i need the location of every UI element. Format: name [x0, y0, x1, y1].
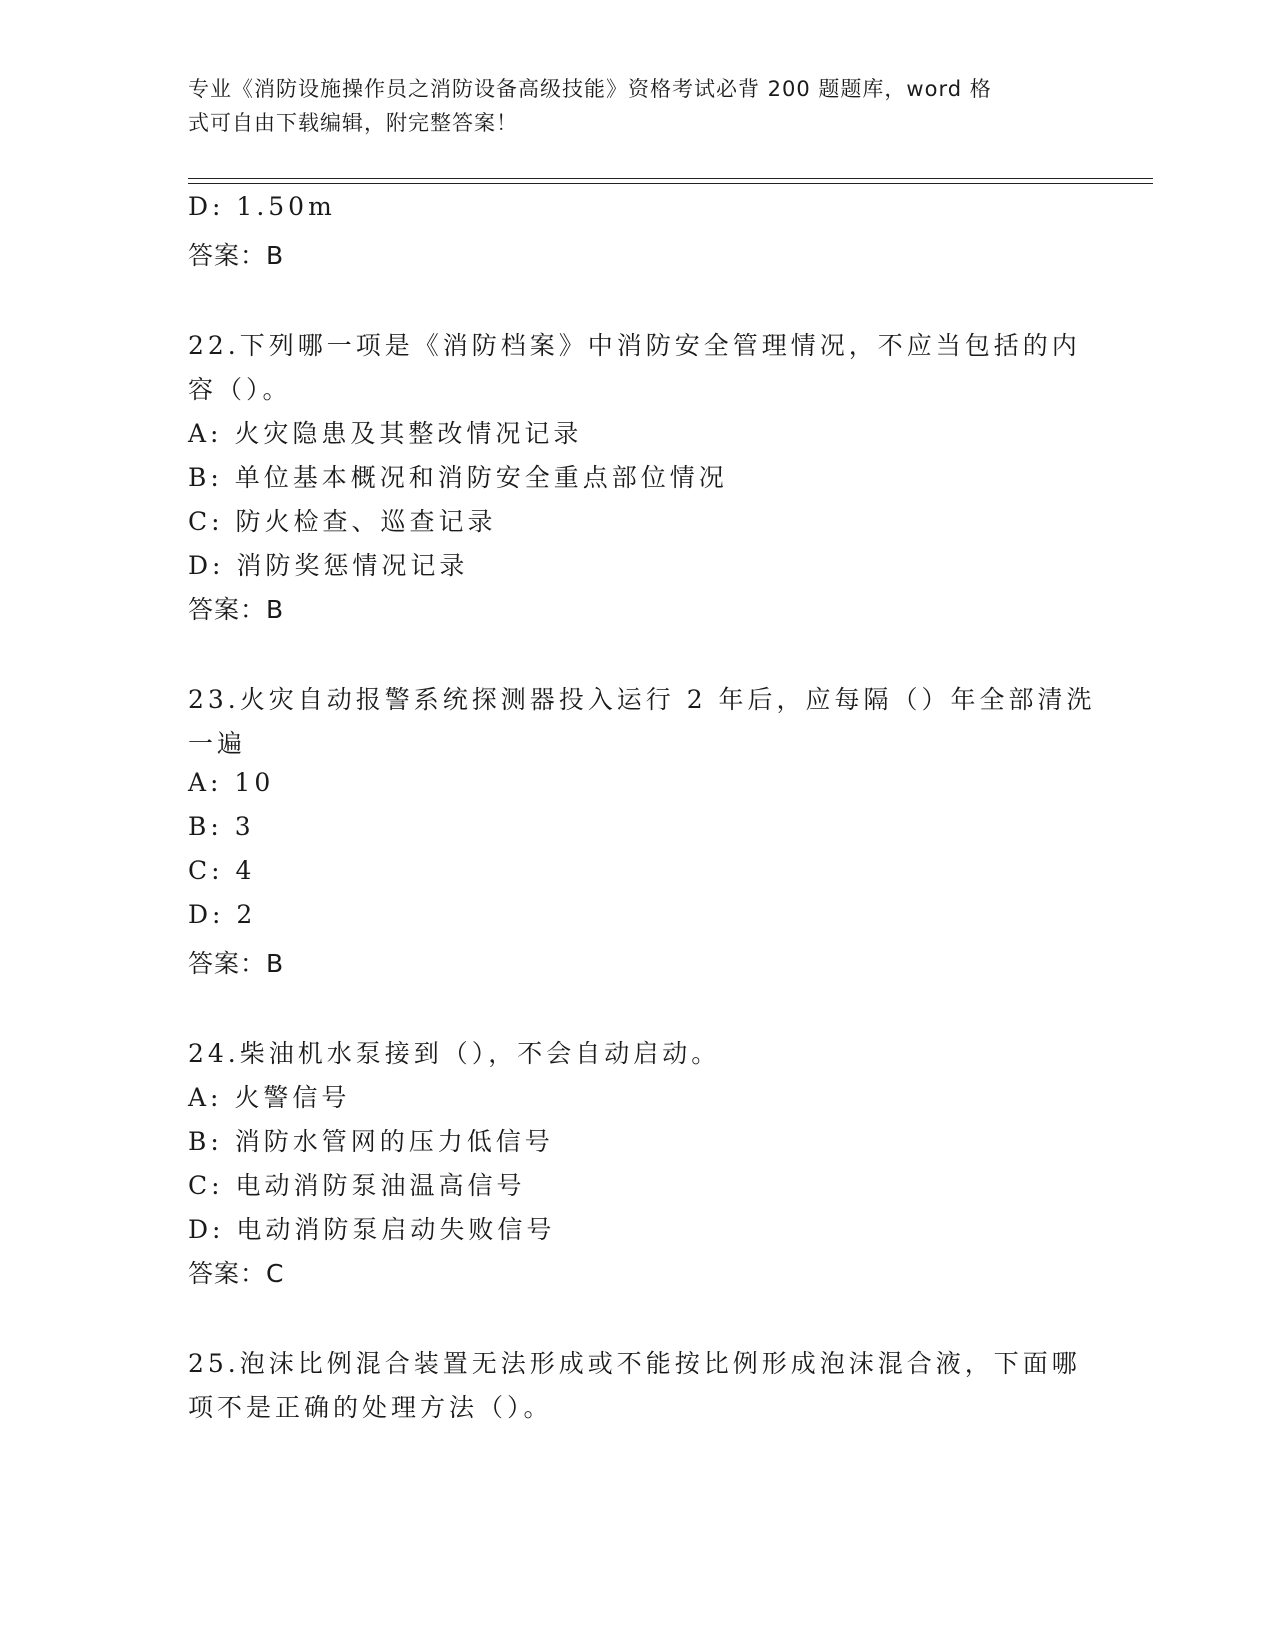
q22-option-b: B: 单位基本概况和消防安全重点部位情况	[188, 463, 728, 492]
q24-stem-line-1: 24.柴油机水泵接到（），不会自动启动。	[188, 1039, 721, 1068]
q22-stem-line-1: 22.下列哪一项是《消防档案》中消防安全管理情况，不应当包括的内	[188, 331, 1081, 360]
q23-stem-line-2: 一遍	[188, 729, 247, 758]
q22-option-c: C: 防火检查、巡查记录	[188, 507, 497, 536]
q25-stem-line-1: 25.泡沫比例混合装置无法形成或不能按比例形成泡沫混合液，下面哪	[188, 1349, 1081, 1378]
document-header	[188, 72, 1068, 140]
q24-option-a: A: 火警信号	[188, 1083, 351, 1112]
q23-option-a: A: 10	[188, 768, 275, 797]
header-line-1: 专业《消防设施操作员之消防设备高级技能》资格考试必背 200 题题库，word 格	[188, 77, 992, 101]
q22-option-d: D: 消防奖惩情况记录	[188, 551, 469, 580]
header-line-2: 式可自由下载编辑，附完整答案！	[188, 111, 518, 135]
q25-stem-line-2: 项不是正确的处理方法（）。	[188, 1393, 553, 1422]
q23-stem-line-1: 23.火灾自动报警系统探测器投入运行 2 年后，应每隔（）年全部清洗	[188, 685, 1096, 714]
q21-option-d: D: 1.50m	[188, 192, 336, 221]
q22-option-a: A: 火灾隐患及其整改情况记录	[188, 419, 583, 448]
q21-answer: 答案：B	[188, 241, 285, 270]
q24-option-d: D: 电动消防泵启动失败信号	[188, 1215, 556, 1244]
header-divider-top	[188, 178, 1153, 179]
q22-stem-line-2: 容（）。	[188, 375, 292, 404]
q23-option-b: B: 3	[188, 812, 255, 841]
q23-answer: 答案：B	[188, 949, 285, 978]
header-divider-bottom	[188, 183, 1153, 184]
q22-answer: 答案：B	[188, 595, 285, 624]
q24-answer: 答案：C	[188, 1259, 285, 1288]
q23-option-d: D: 2	[188, 900, 257, 929]
q24-option-c: C: 电动消防泵油温高信号	[188, 1171, 526, 1200]
q24-option-b: B: 消防水管网的压力低信号	[188, 1127, 554, 1156]
q23-option-c: C: 4	[188, 856, 256, 885]
